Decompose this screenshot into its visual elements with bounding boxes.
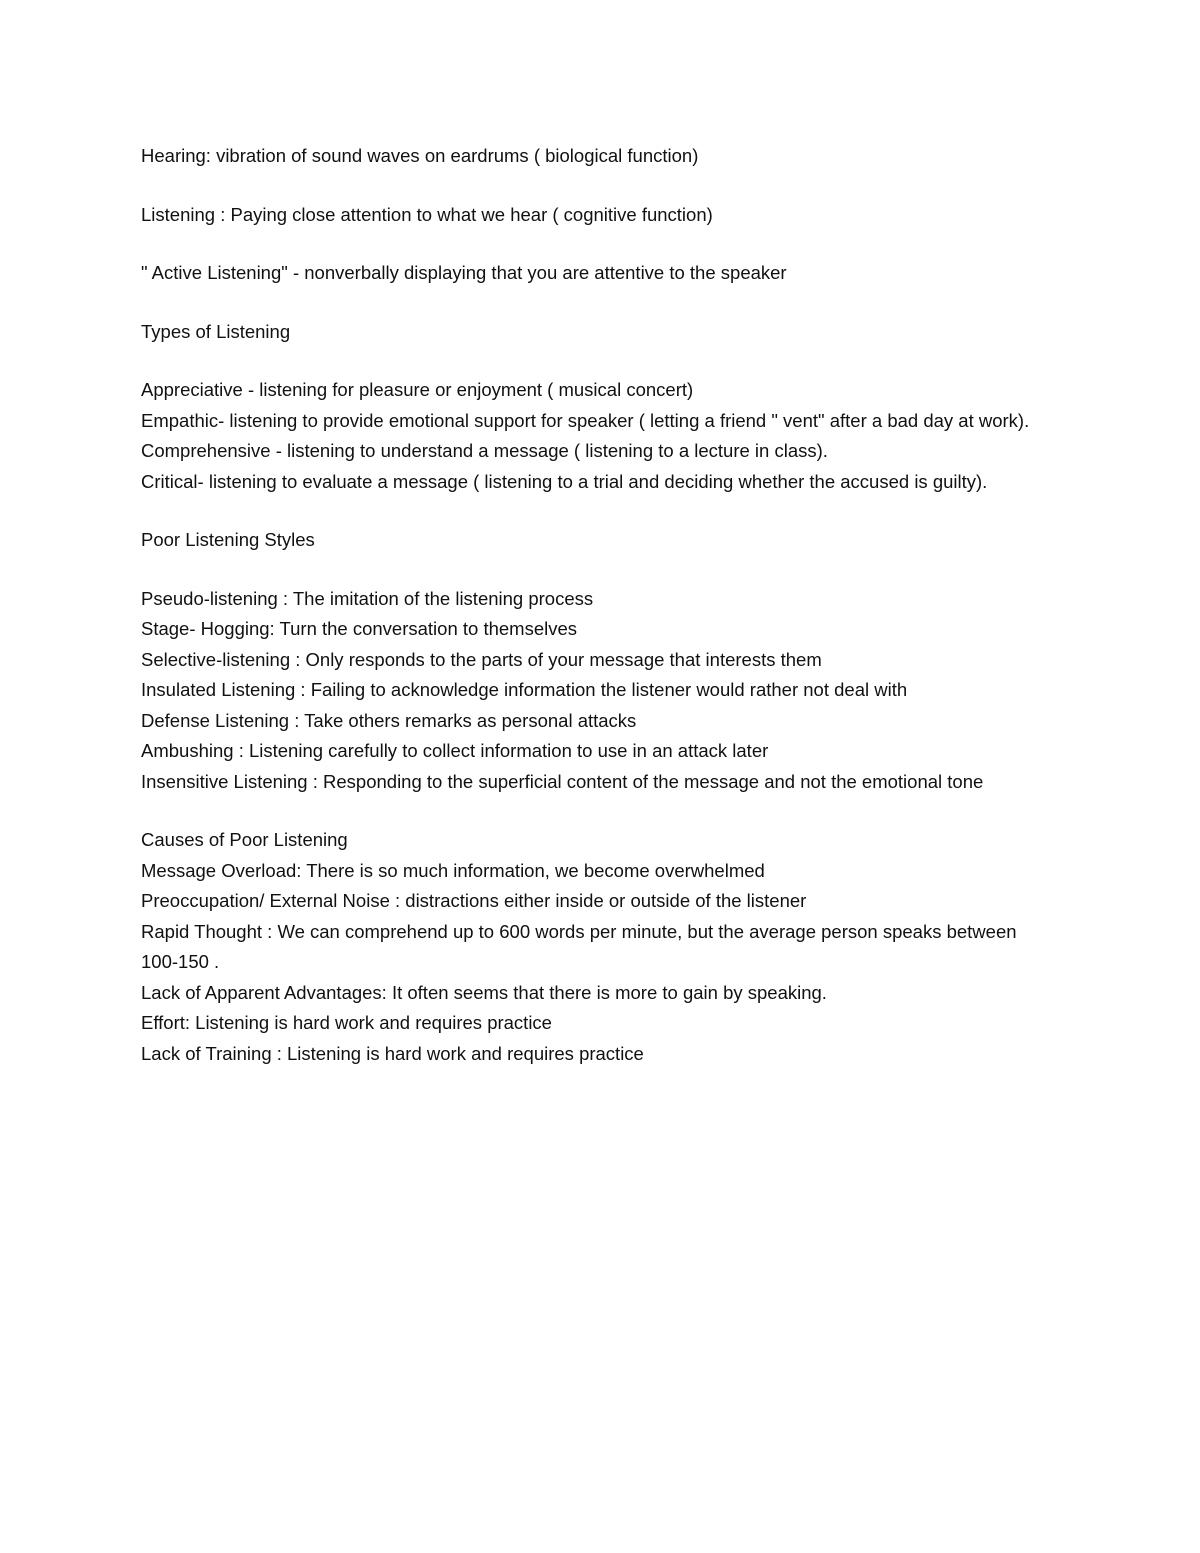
list-item: Rapid Thought : We can comprehend up to 600 words per minute, but the average person speaks between 100-150 . [141,920,1017,972]
causes-heading: Causes of Poor Listening [141,829,348,850]
list-item: Appreciative - listening for pleasure or enjoyment ( musical concert) [141,379,694,400]
spacer [141,347,1051,375]
list-item: Insensitive Listening : Responding to the superficial content of the message and not the emotional tone [141,770,984,792]
list-item: Lack of Apparent Advantages: It often seems that there is more to gain by speaking. [141,981,827,1003]
list-item: Comprehensive - listening to understand a message ( listening to a lecture in class). [141,440,828,461]
list-item: Insulated Listening : Failing to acknowledge information the listener would rather not deal with [141,679,908,700]
list-item: Critical- listening to evaluate a message ( listening to a trial and deciding whether the accused is guilty). [141,470,988,492]
spacer [141,172,1051,200]
spacer [141,230,1051,258]
spacer [141,497,1051,525]
hearing-definition: Hearing: vibration of sound waves on eardrums ( biological function) [141,145,699,166]
list-item: Message Overload: There is so much information, we become overwhelmed [141,859,765,881]
poor-styles-heading: Poor Listening Styles [141,529,315,550]
spacer [141,556,1051,584]
active-listening-definition: " Active Listening" - nonverbally displaying that you are attentive to the speaker [141,262,787,283]
list-item: Pseudo-listening : The imitation of the listening process [141,587,594,609]
list-item: Empathic- listening to provide emotional support for speaker ( letting a friend " vent" after a bad day at work). [141,409,1030,431]
list-item: Effort: Listening is hard work and requires practice [141,1012,552,1033]
spacer [141,289,1051,317]
list-item: Defense Listening : Take others remarks as personal attacks [141,709,637,731]
list-item: Ambushing : Listening carefully to collect information to use in an attack later [141,740,769,761]
listening-types-list [141,375,1051,497]
listening-definition: Listening : Paying close attention to what we hear ( cognitive function) [141,203,713,225]
list-item: Preoccupation/ External Noise : distractions either inside or outside of the listener [141,890,807,911]
types-heading: Types of Listening [141,320,291,342]
poor-styles-list [141,584,1051,798]
document-body [141,141,1051,1069]
list-item: Stage- Hogging: Turn the conversation to themselves [141,618,578,639]
list-item: Lack of Training : Listening is hard work and requires practice [141,1042,644,1064]
list-item: Selective-listening : Only responds to the parts of your message that interests them [141,648,822,670]
spacer [141,797,1051,825]
causes-list [141,856,1051,1070]
